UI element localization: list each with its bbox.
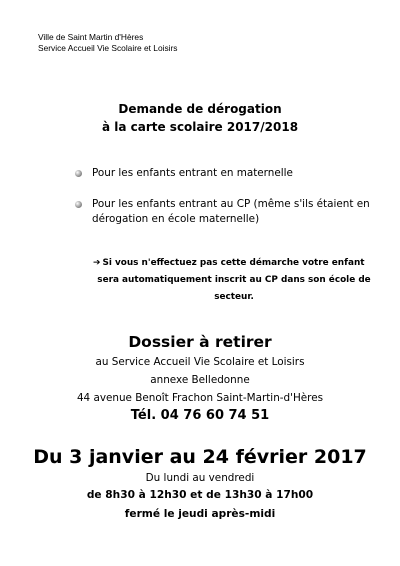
document-title: [0, 100, 400, 136]
list-item-text: Pour les enfants entrant au CP (même s'ils étaient en dérogation en école maternelle): [92, 198, 370, 225]
closing-note: fermé le jeudi après-midi: [124, 508, 276, 520]
phone-number: Tél. 04 76 60 74 51: [130, 408, 270, 423]
opening-days: Du lundi au vendredi: [145, 472, 255, 484]
title-line-2: à la carte scolaire 2017/2018: [101, 120, 299, 134]
eligibility-list: [75, 166, 375, 243]
title-line-1: Demande de dérogation: [118, 102, 282, 116]
note-line-1: Si vous n'effectuez pas cette démarche votre enfant: [102, 258, 365, 268]
header-service: Service Accueil Vie Scolaire et Loisirs: [38, 43, 178, 53]
dossier-annexe: annexe Belledonne: [150, 374, 250, 386]
note-line-2: sera automatiquement inscrit au CP dans son école de: [97, 275, 371, 285]
warning-note: [93, 255, 375, 306]
list-item-text: Pour les enfants entrant en maternelle: [92, 167, 293, 179]
document-header: [38, 32, 178, 54]
note-line-3: secteur.: [214, 292, 254, 302]
bullet-icon: [75, 201, 82, 208]
list-item: [75, 166, 375, 181]
arrow-right-icon: ➔: [93, 258, 101, 268]
dossier-heading: Dossier à retirer: [128, 333, 272, 351]
dossier-address: 44 avenue Benoît Frachon Saint-Martin-d'Hères: [76, 392, 324, 404]
bullet-icon: [75, 170, 82, 177]
header-city: Ville de Saint Martin d'Hères: [38, 32, 144, 42]
date-range: Du 3 janvier au 24 février 2017: [33, 446, 367, 468]
dossier-service: au Service Accueil Vie Scolaire et Loisirs: [95, 356, 305, 368]
opening-hours: de 8h30 à 12h30 et de 13h30 à 17h00: [86, 489, 314, 501]
list-item: [75, 197, 375, 227]
